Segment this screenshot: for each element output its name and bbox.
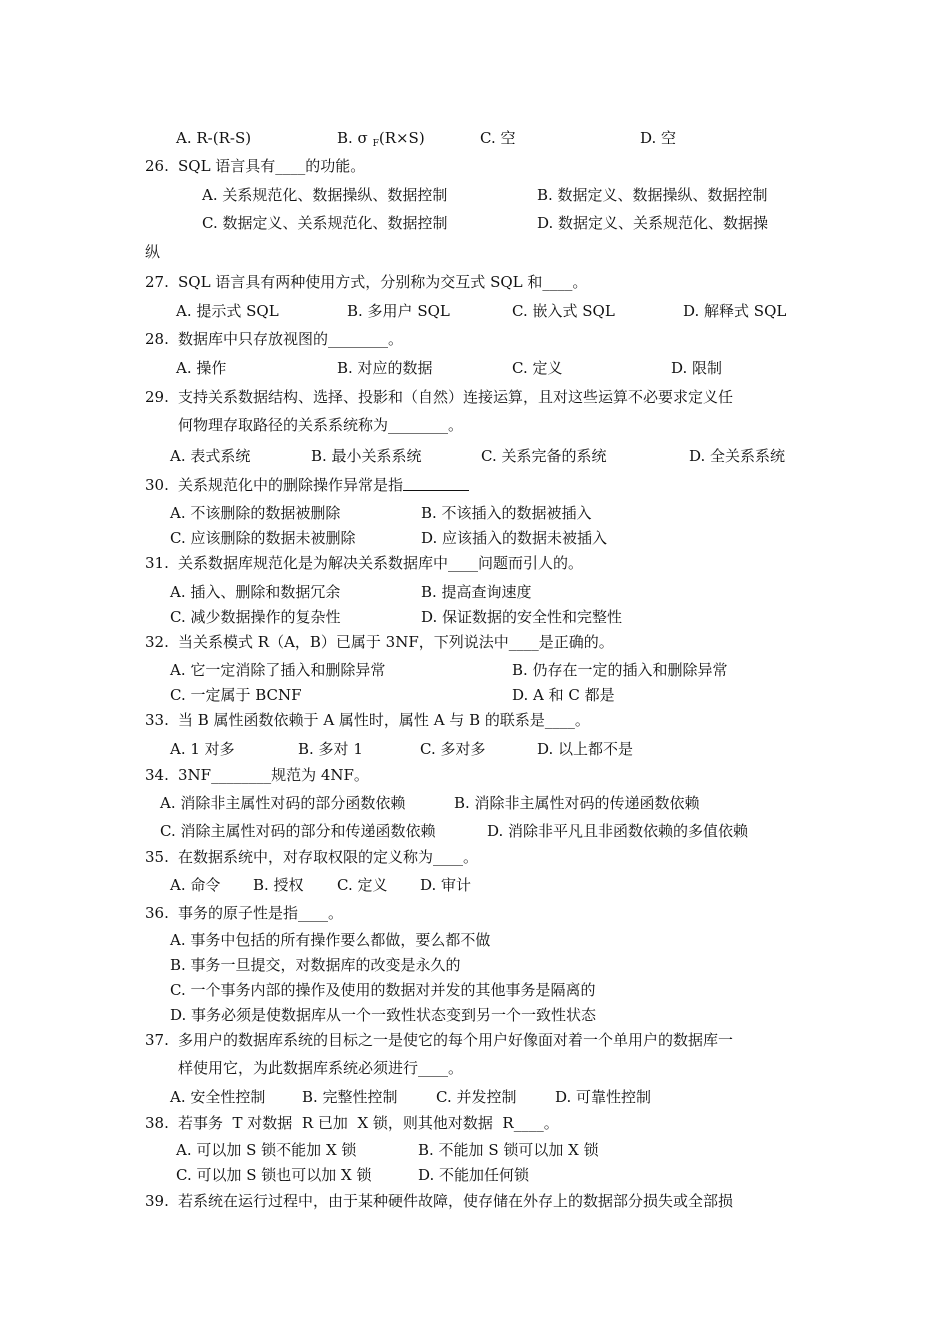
option: C. 可以加 S 锁也可以加 X 锁: [176, 1166, 372, 1184]
option: A. 安全性控制: [170, 1088, 266, 1106]
question-stem: 3NF________规范为 4NF。: [178, 766, 369, 784]
option: D. 保证数据的安全性和完整性: [421, 608, 623, 626]
option: B. 不该插入的数据被插入: [421, 504, 592, 522]
question-number: 28.: [145, 330, 169, 348]
option: B. 不能加 S 锁可以加 X 锁: [418, 1141, 599, 1159]
answer-blank: [403, 478, 469, 491]
option: D. 可靠性控制: [555, 1088, 652, 1106]
option: C. 多对多: [420, 740, 486, 758]
option: A. 消除非主属性对码的部分函数依赖: [160, 794, 406, 812]
option: D. 以上都不是: [537, 740, 634, 758]
option: B. 多用户 SQL: [347, 302, 450, 320]
option: B. 消除非主属性对码的传递函数依赖: [454, 794, 700, 812]
option: A. 命令: [170, 876, 221, 894]
question-stem: 在数据系统中，对存取权限的定义称为____。: [178, 848, 479, 866]
q25-option-a: A. R-(R-S): [176, 129, 252, 147]
question-stem: 若系统在运行过程中，由于某种硬件故障，使存储在外存上的数据部分损失或全部损: [178, 1192, 734, 1210]
option: B. 仍存在一定的插入和删除异常: [512, 661, 728, 679]
question-stem: SQL 语言具有____的功能。: [178, 157, 366, 175]
option: A. 不该删除的数据被删除: [170, 504, 341, 522]
option: C. 一定属于 BCNF: [170, 686, 302, 704]
option: D. A 和 C 都是: [512, 686, 615, 704]
option: D. 不能加任何锁: [418, 1166, 530, 1184]
option: C. 关系完备的系统: [481, 447, 607, 465]
option: B. 完整性控制: [302, 1088, 398, 1106]
question-stem: 数据库中只存放视图的________。: [178, 330, 404, 348]
q25-option-c: C. 空: [480, 129, 516, 147]
option: D. 全关系系统: [689, 447, 786, 465]
q25-option-d: D. 空: [640, 129, 677, 147]
question-stem: 若事务 T 对数据 R 已加 X 锁，则其他对数据 R____。: [178, 1114, 559, 1132]
option: A. 提示式 SQL: [176, 302, 279, 320]
question-number: 33.: [145, 711, 169, 729]
q25-option-b-expression: (R×S): [378, 129, 425, 147]
option: D. 解释式 SQL: [683, 302, 787, 320]
question-stem: 多用户的数据库系统的目标之一是使它的每个用户好像面对着一个单用户的数据库一: [178, 1031, 734, 1049]
option: A. 关系规范化、数据操纵、数据控制: [202, 186, 448, 204]
option: D. 事务必须是使数据库从一个一致性状态变到另一个一致性状态: [170, 1006, 597, 1024]
option: D. 限制: [671, 359, 723, 377]
question-stem-text: 关系规范化中的删除操作异常是指: [178, 476, 404, 494]
question-number: 30.: [145, 476, 169, 494]
option: A. 插入、删除和数据冗余: [170, 583, 341, 601]
option: C. 减少数据操作的复杂性: [170, 608, 341, 626]
question-stem: 支持关系数据结构、选择、投影和（自然）连接运算，且对这些运算不必要求定义任: [178, 388, 734, 406]
question-number: 29.: [145, 388, 169, 406]
option: C. 并发控制: [436, 1088, 517, 1106]
option: D. 应该插入的数据未被插入: [421, 529, 608, 547]
option: A. 1 对多: [170, 740, 235, 758]
option: A. 它一定消除了插入和删除异常: [170, 661, 386, 679]
q25-option-b-prefix: B. σ: [337, 129, 368, 147]
option: B. 多对 1: [298, 740, 363, 758]
question-stem: 样使用它，为此数据库系统必须进行____。: [178, 1059, 464, 1077]
question-number: 32.: [145, 633, 169, 651]
option: B. 事务一旦提交，对数据库的改变是永久的: [170, 956, 461, 974]
option: C. 应该删除的数据未被删除: [170, 529, 356, 547]
question-stem: 事务的原子性是指____。: [178, 904, 344, 922]
option: C. 定义: [512, 359, 563, 377]
question-stem: SQL 语言具有两种使用方式，分别称为交互式 SQL 和____。: [178, 273, 588, 291]
question-stem: 何物理存取路径的关系系统称为________。: [178, 416, 464, 434]
option: D. 数据定义、关系规范化、数据操: [537, 214, 769, 232]
option: D. 审计: [420, 876, 472, 894]
option: B. 授权: [253, 876, 304, 894]
option: B. 数据定义、数据操纵、数据控制: [537, 186, 768, 204]
option: C. 嵌入式 SQL: [512, 302, 615, 320]
option: B. 最小关系系统: [311, 447, 422, 465]
option: C. 一个事务内部的操作及使用的数据对并发的其他事务是隔离的: [170, 981, 596, 999]
option: B. 提高查询速度: [421, 583, 532, 601]
question-stem: [178, 475, 469, 495]
question-number: 38.: [145, 1114, 169, 1132]
question-number: 39.: [145, 1192, 169, 1210]
option: A. 可以加 S 锁不能加 X 锁: [176, 1141, 357, 1159]
option: C. 数据定义、关系规范化、数据控制: [202, 214, 448, 232]
question-number: 26.: [145, 157, 169, 175]
question-stem: 当关系模式 R（A，B）已属于 3NF，下列说法中____是正确的。: [178, 633, 614, 651]
question-stem: 关系数据库规范化是为解决关系数据库中____问题而引人的。: [178, 554, 584, 572]
question-number: 34.: [145, 766, 169, 784]
question-number: 31.: [145, 554, 169, 572]
option: A. 操作: [176, 359, 227, 377]
option: C. 消除主属性对码的部分和传递函数依赖: [160, 822, 436, 840]
option: B. 对应的数据: [337, 359, 433, 377]
question-number: 36.: [145, 904, 169, 922]
option: A. 表式系统: [170, 447, 251, 465]
question-number: 37.: [145, 1031, 169, 1049]
option: A. 事务中包括的所有操作要么都做，要么都不做: [170, 931, 491, 949]
question-number: 35.: [145, 848, 169, 866]
q25-option-b-subscript: F: [372, 139, 379, 149]
question-stem: 当 B 属性函数依赖于 A 属性时，属性 A 与 B 的联系是____。: [178, 711, 590, 729]
option: D. 消除非平凡且非函数依赖的多值依赖: [487, 822, 749, 840]
q25-option-b: [337, 128, 425, 154]
option-continuation: 纵: [145, 243, 161, 261]
option: C. 定义: [337, 876, 388, 894]
question-number: 27.: [145, 273, 169, 291]
